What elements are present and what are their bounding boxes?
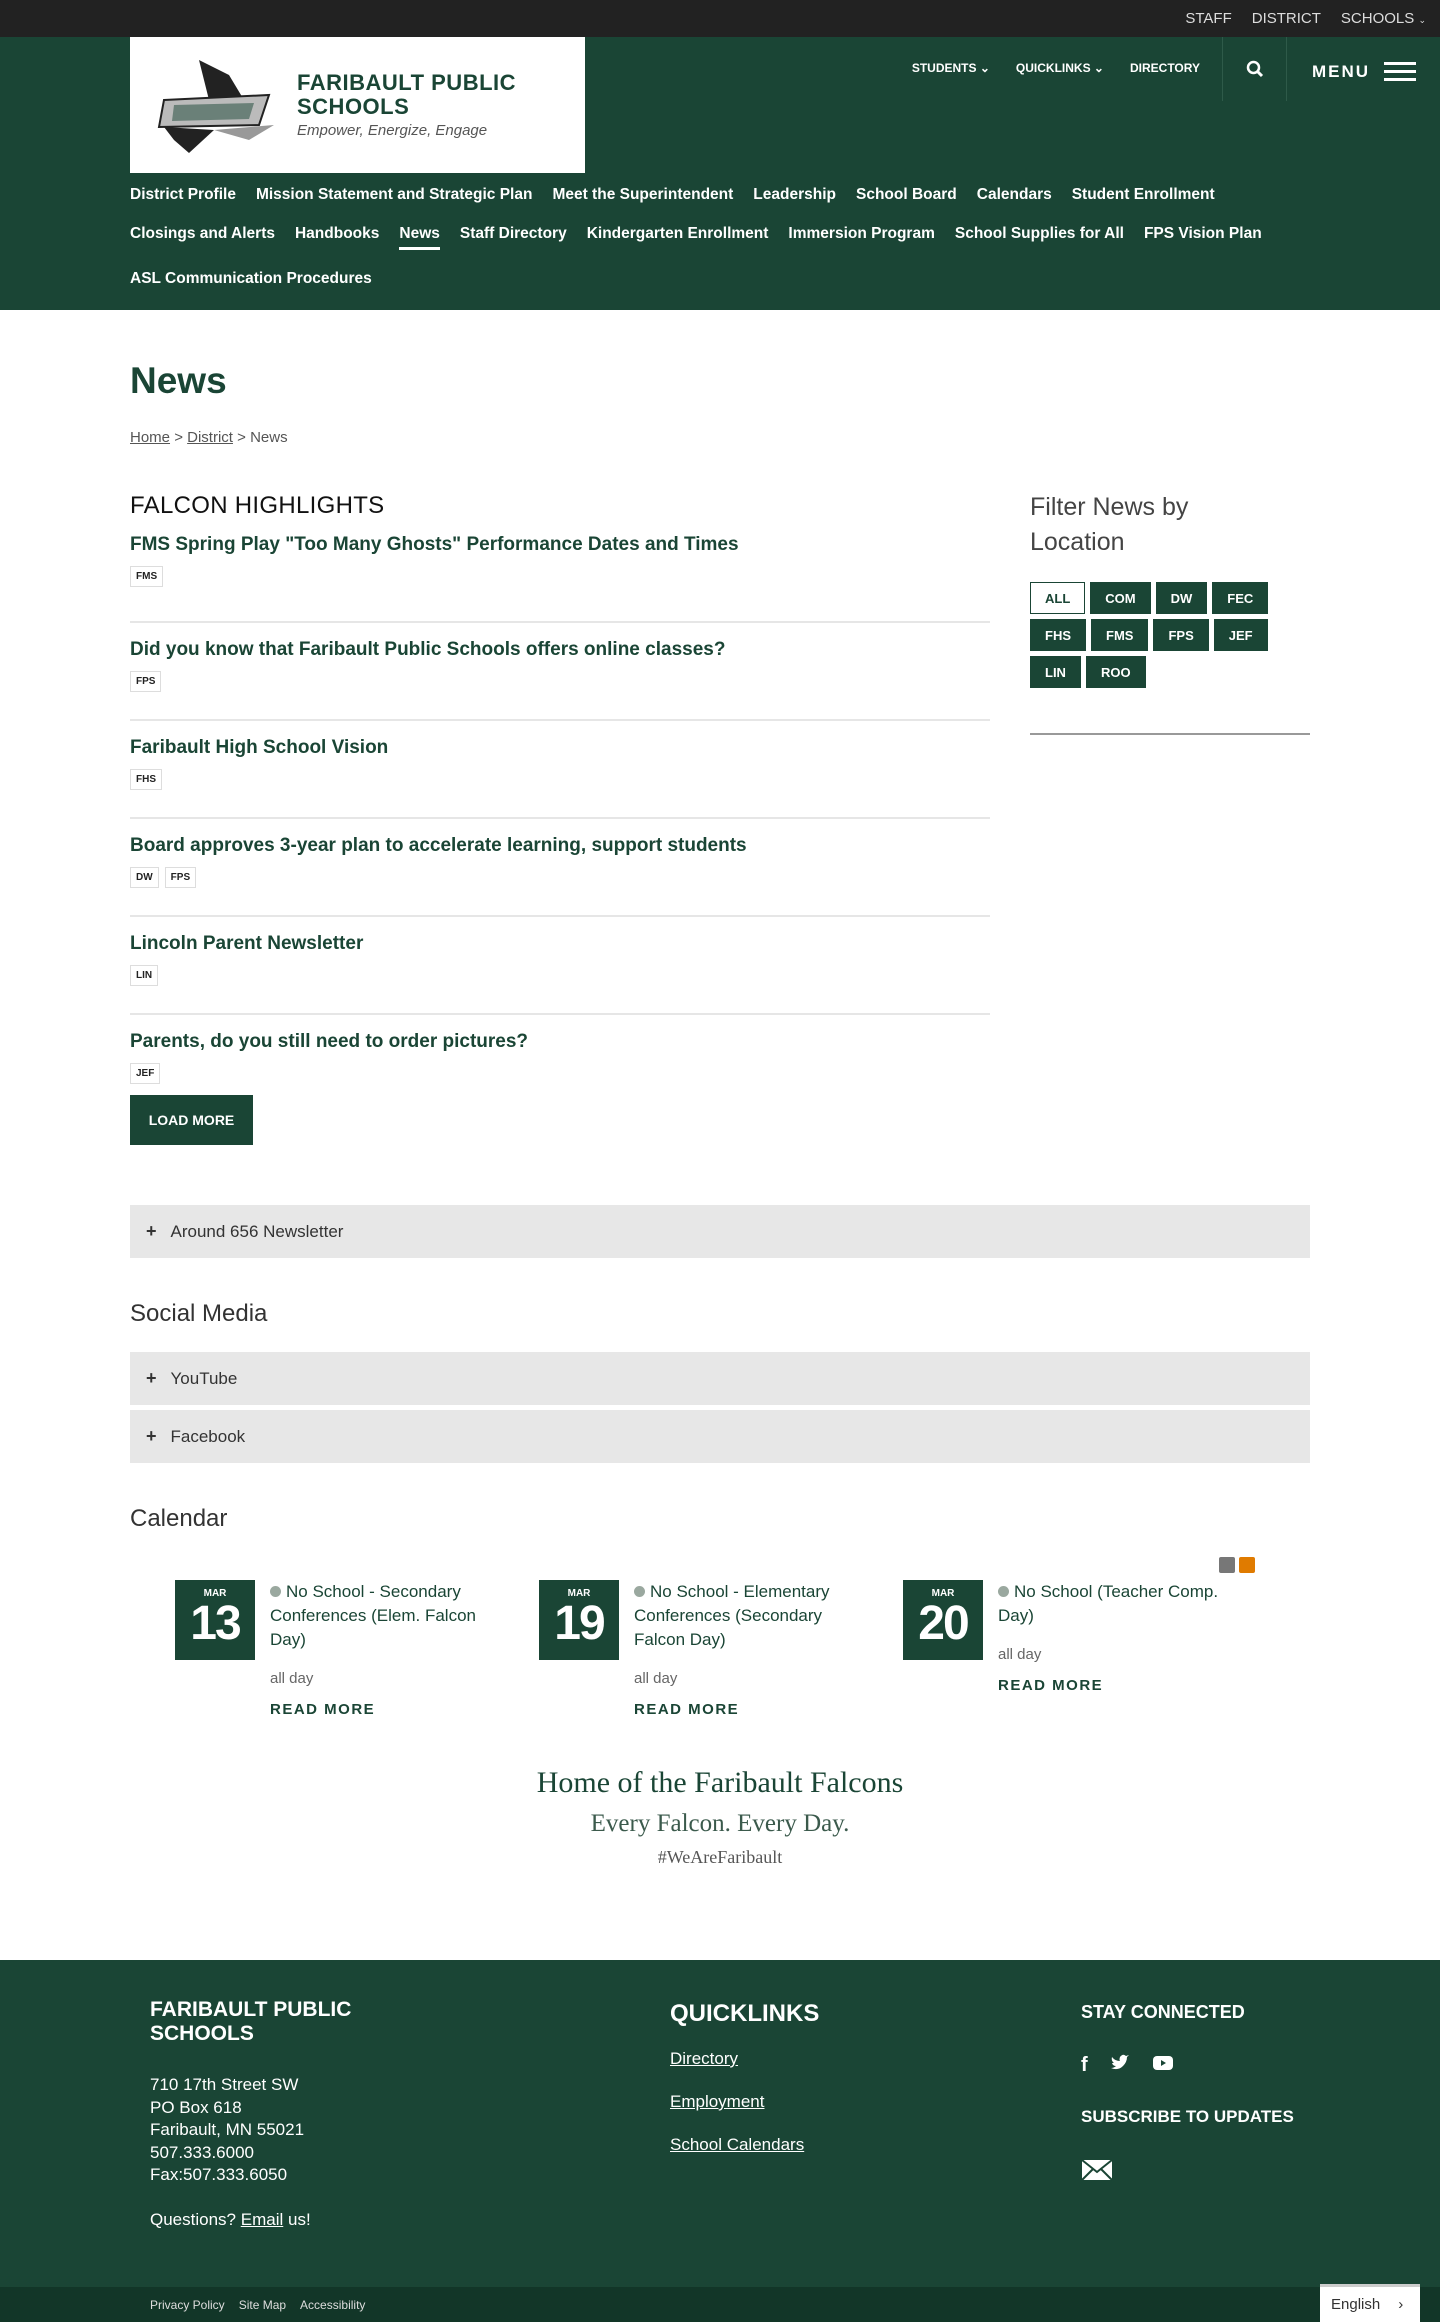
search-icon	[1246, 60, 1264, 78]
chevron-right-icon: ›	[1398, 2296, 1404, 2313]
location-tag[interactable]: LIN	[130, 965, 158, 986]
footer-employment-link[interactable]: Employment	[670, 2092, 765, 2111]
event-date-badge	[903, 1580, 983, 1660]
news-title-link[interactable]: Board approves 3-year plan to accelerate learning, support students	[130, 835, 747, 856]
fax-number: Fax:507.333.6050	[150, 2165, 288, 2184]
subnav-link-student-enrollment[interactable]: Student Enrollment	[1071, 186, 1215, 203]
filter-fec[interactable]: FEC	[1212, 582, 1268, 614]
schools-label: SCHOOLS	[1340, 10, 1415, 27]
read-more-link[interactable]: READ MORE	[270, 1701, 376, 1718]
footer-school-name: FARIBAULT PUBLIC SCHOOLS	[150, 1998, 352, 2045]
email-suffix: us!	[287, 2209, 311, 2229]
questions-text: Questions?	[150, 2209, 236, 2229]
students-menu[interactable]	[912, 61, 990, 75]
event-title-link[interactable]	[634, 1580, 859, 1652]
news-list-item	[130, 917, 990, 1015]
news-list-item	[130, 623, 990, 721]
filter-com[interactable]: COM	[1090, 582, 1150, 614]
subnav-link-immersion-program[interactable]: Immersion Program	[788, 225, 935, 242]
news-title-link[interactable]: Did you know that Faribault Public Schools offers online classes?	[130, 639, 726, 660]
directory-link[interactable]: DIRECTORY	[1129, 61, 1200, 75]
youtube-accordion[interactable]	[130, 1352, 1310, 1405]
staff-link[interactable]: STAFF	[1185, 10, 1232, 27]
location-tag[interactable]: JEF	[130, 1063, 160, 1084]
location-tag[interactable]: FMS	[130, 566, 163, 587]
filter-lin[interactable]: LIN	[1030, 656, 1081, 688]
event-title: No School - Secondary Conferences (Elem. Falcon Day)	[270, 1582, 476, 1649]
news-title-link[interactable]: FMS Spring Play "Too Many Ghosts" Performance Dates and Times	[130, 534, 739, 555]
filter-fhs[interactable]: FHS	[1030, 619, 1086, 651]
facebook-accordion[interactable]	[130, 1410, 1310, 1463]
twitter-icon[interactable]	[1110, 2054, 1130, 2072]
newsletter-accordion[interactable]	[130, 1205, 1310, 1258]
subnav-link-kindergarten-enrollment[interactable]: Kindergarten Enrollment	[586, 225, 769, 242]
top-utility-bar	[0, 0, 1440, 37]
location-tag[interactable]: FHS	[130, 769, 162, 790]
breadcrumb-home[interactable]: Home	[130, 429, 171, 446]
subnav-link-calendars[interactable]: Calendars	[976, 186, 1052, 203]
event-time: all day	[998, 1646, 1042, 1663]
subscribe-heading: SUBSCRIBE TO UPDATES	[1081, 2107, 1294, 2126]
accordion-label: Facebook	[170, 1426, 246, 1446]
category-dot-icon	[998, 1586, 1009, 1597]
logo-tagline: Empower, Energize, Engage	[297, 122, 488, 139]
breadcrumb-separator: >	[237, 429, 246, 446]
subnav-link-mission-statement-and-strategic-plan[interactable]: Mission Statement and Strategic Plan	[255, 186, 533, 203]
filter-sidebar	[1030, 490, 1310, 735]
subnav-link-school-supplies-for-all[interactable]: School Supplies for All	[954, 225, 1124, 242]
chevron-down-icon: ⌄	[1093, 61, 1104, 75]
email-subscribe-icon[interactable]	[1081, 2159, 1113, 2181]
subnav-link-district-profile[interactable]: District Profile	[130, 186, 236, 203]
filter-jef[interactable]: JEF	[1214, 619, 1268, 651]
tagline-hashtag: #WeAreFaribault	[657, 1847, 783, 1867]
footer-calendars-link[interactable]: School Calendars	[670, 2135, 805, 2154]
breadcrumb	[130, 429, 288, 446]
load-more-button[interactable]: LOAD MORE	[130, 1095, 253, 1145]
logo-title: FARIBAULT PUBLIC SCHOOLS	[297, 70, 517, 119]
news-title-link[interactable]: Faribault High School Vision	[130, 737, 389, 758]
address-street: 710 17th Street SW	[150, 2075, 299, 2094]
breadcrumb-current: News	[250, 429, 288, 446]
event-title-link[interactable]	[998, 1580, 1223, 1628]
event-date-badge	[539, 1580, 619, 1660]
subnav-link-leadership[interactable]: Leadership	[753, 186, 836, 203]
read-more-link[interactable]: READ MORE	[998, 1677, 1104, 1694]
language-selector[interactable]	[1320, 2284, 1420, 2322]
plus-icon: +	[146, 1426, 157, 1446]
accessibility-link[interactable]: Accessibility	[300, 2298, 366, 2312]
address-city: Faribault, MN 55021	[150, 2120, 305, 2139]
subnav-link-staff-directory[interactable]: Staff Directory	[459, 225, 567, 242]
phone-number[interactable]: 507.333.6000	[150, 2142, 254, 2162]
event-body	[270, 1580, 495, 1718]
search-button[interactable]	[1222, 37, 1287, 101]
event-body	[634, 1580, 859, 1718]
plus-icon: +	[146, 1221, 157, 1241]
news-tags	[130, 769, 990, 790]
event-date-badge	[175, 1580, 255, 1660]
accordion-label: Around 656 Newsletter	[170, 1221, 344, 1241]
privacy-policy-link[interactable]: Privacy Policy	[150, 2298, 225, 2312]
quicklinks-menu[interactable]	[1016, 61, 1104, 75]
news-list-item	[130, 1015, 990, 1095]
subnav-link-closings-and-alerts[interactable]: Closings and Alerts	[130, 225, 275, 242]
subnav-link-asl-communication-procedures[interactable]: ASL Communication Procedures	[130, 270, 372, 287]
hamburger-icon	[1384, 57, 1416, 86]
location-tag[interactable]: DW	[130, 867, 159, 888]
event-day: 13	[190, 1597, 240, 1650]
tagline-every-falcon: Every Falcon. Every Day.	[590, 1810, 850, 1837]
event-month: MAR	[567, 1588, 591, 1599]
subnav-link-meet-the-superintendent[interactable]: Meet the Superintendent	[552, 186, 734, 203]
subnav-link-school-board[interactable]: School Board	[856, 186, 957, 203]
event-day: 20	[918, 1597, 968, 1650]
news-heading: FALCON HIGHLIGHTS	[130, 492, 385, 519]
news-tags	[130, 965, 990, 986]
accordion-label: YouTube	[170, 1368, 238, 1388]
email-link[interactable]: Email	[240, 2209, 284, 2229]
news-section	[130, 492, 990, 1095]
district-subnav	[130, 185, 1330, 289]
subnav-link-fps-vision-plan[interactable]: FPS Vision Plan	[1143, 225, 1262, 242]
site-map-link[interactable]: Site Map	[238, 2298, 287, 2312]
footer-address	[150, 2074, 410, 2231]
news-list-item	[130, 721, 990, 819]
chevron-down-icon: ⌄	[1418, 15, 1426, 25]
filter-fps[interactable]: FPS	[1153, 619, 1208, 651]
plus-icon: +	[146, 1368, 157, 1388]
filter-all[interactable]: ALL	[1030, 582, 1085, 614]
questions-line	[150, 2209, 410, 2232]
quicklinks-label: QUICKLINKS	[1015, 61, 1091, 75]
falcons-logo-icon	[154, 55, 279, 155]
footer-bottom-bar	[0, 2287, 1440, 2322]
event-day: 19	[554, 1597, 604, 1650]
schools-dropdown[interactable]	[1341, 10, 1426, 27]
event-month: MAR	[203, 1588, 227, 1599]
tagline-home: Home of the Faribault Falcons	[536, 1766, 904, 1799]
site-header	[0, 37, 1440, 310]
footer-quicklinks-heading: QUICKLINKS	[670, 2000, 820, 2027]
event-title: No School - Elementary Conferences (Secondary Falcon Day)	[634, 1582, 830, 1649]
news-tags	[130, 566, 990, 587]
news-list-item	[130, 534, 990, 623]
event-title-link[interactable]	[270, 1580, 495, 1652]
location-tag[interactable]: FPS	[165, 867, 196, 888]
youtube-icon[interactable]	[1152, 2054, 1174, 2072]
event-title: No School (Teacher Comp. Day)	[998, 1582, 1219, 1625]
stay-connected-heading: STAY CONNECTED	[1081, 2002, 1245, 2022]
category-dot-icon	[634, 1586, 645, 1597]
news-title-link[interactable]: Lincoln Parent Newsletter	[130, 933, 364, 954]
event-time: all day	[634, 1670, 678, 1687]
address-po-box: PO Box 618	[150, 2097, 242, 2117]
event-body	[998, 1580, 1223, 1694]
facebook-icon[interactable]: f	[1081, 2054, 1088, 2076]
notification-bell-icon[interactable]	[1239, 1557, 1255, 1573]
language-label: English	[1331, 2296, 1381, 2313]
news-tags	[130, 671, 990, 692]
location-tag[interactable]: FPS	[130, 671, 161, 692]
news-list-item	[130, 819, 990, 917]
breadcrumb-district[interactable]: District	[187, 429, 233, 446]
event-time: all day	[270, 1670, 314, 1687]
social-media-heading: Social Media	[130, 1300, 268, 1327]
calendar-heading: Calendar	[130, 1505, 228, 1532]
news-tags	[130, 867, 990, 888]
menu-button[interactable]	[1312, 57, 1416, 86]
logo-home-link[interactable]	[130, 37, 585, 173]
chevron-down-icon: ⌄	[979, 61, 990, 75]
page-title: News	[130, 360, 227, 401]
district-link[interactable]: DISTRICT	[1251, 10, 1321, 27]
menu-label: MENU	[1312, 61, 1371, 81]
event-month: MAR	[931, 1588, 955, 1599]
filter-roo[interactable]: ROO	[1086, 656, 1146, 688]
rss-feed-icon[interactable]	[1219, 1557, 1235, 1573]
subnav-link-handbooks[interactable]: Handbooks	[294, 225, 380, 242]
footer-directory-link[interactable]: Directory	[670, 2049, 739, 2068]
news-tags	[130, 1063, 990, 1084]
read-more-link[interactable]: READ MORE	[634, 1701, 740, 1718]
site-footer	[0, 1960, 1440, 2287]
filter-fms[interactable]: FMS	[1091, 619, 1148, 651]
students-label: STUDENTS	[911, 61, 977, 75]
category-dot-icon	[270, 1586, 281, 1597]
news-title-link[interactable]: Parents, do you still need to order pictures?	[130, 1031, 529, 1052]
filter-dw[interactable]: DW	[1156, 582, 1208, 614]
breadcrumb-separator: >	[174, 429, 183, 446]
subnav-link-news[interactable]: News	[399, 224, 440, 250]
filter-heading: Filter News by Location	[1030, 493, 1189, 556]
